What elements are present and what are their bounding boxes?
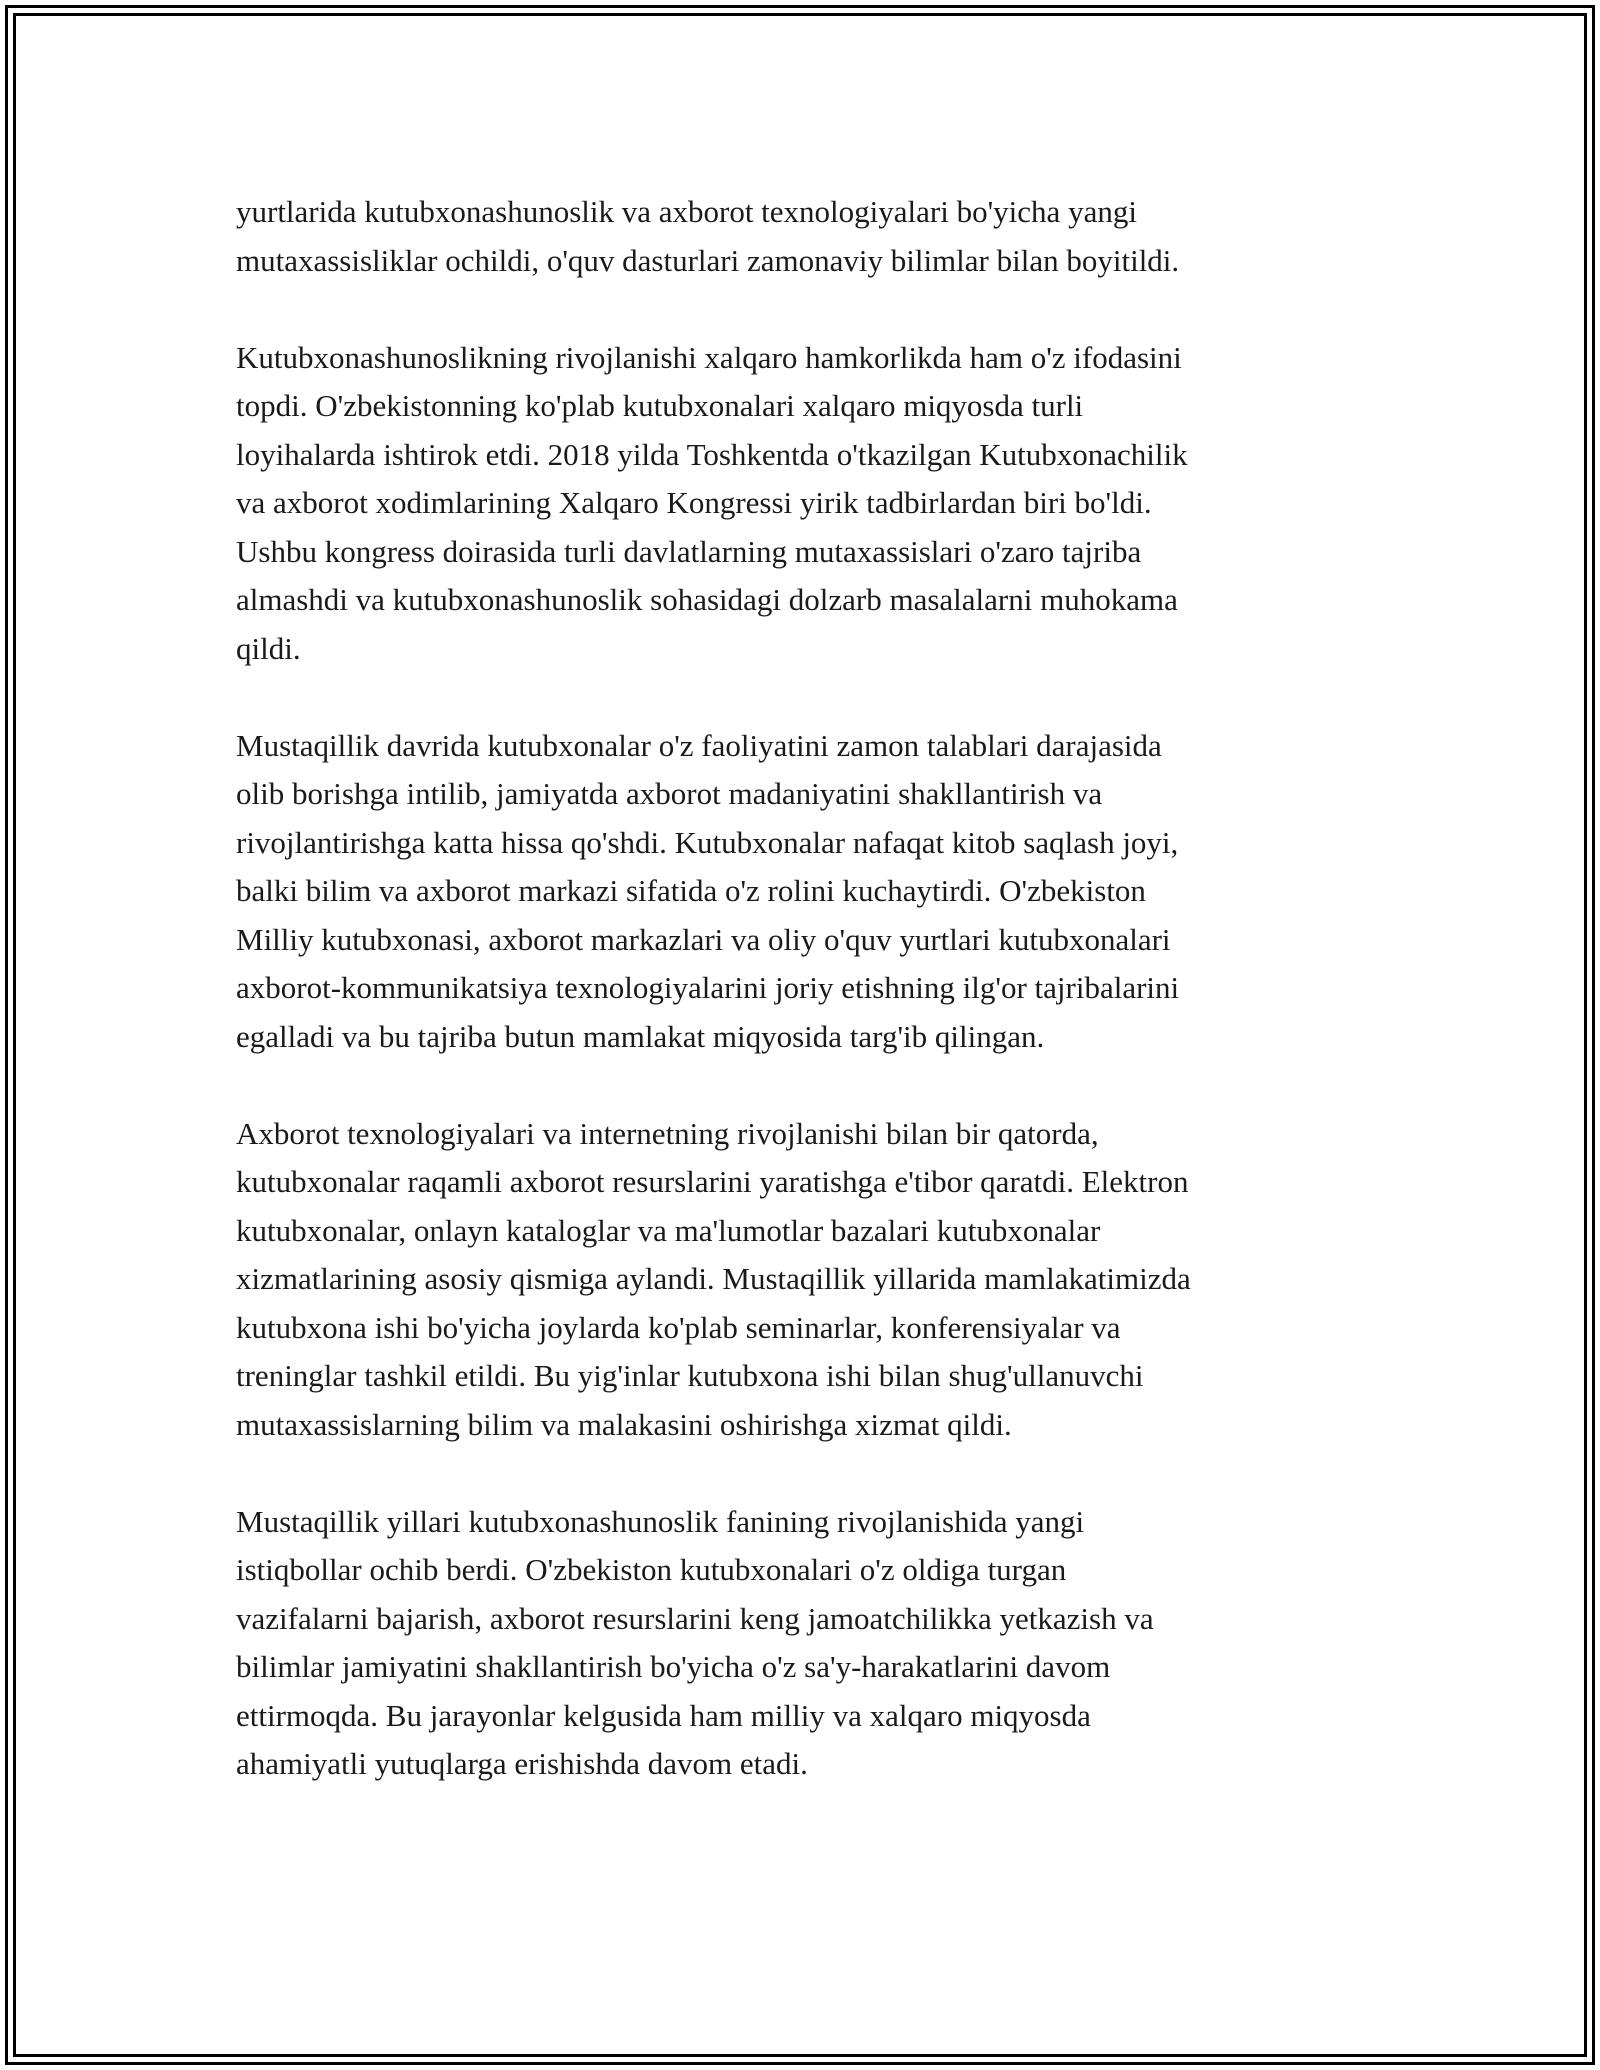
text-line: mutaxassisliklar ochildi, o'quv dasturlari zamonaviy bilimlar bilan boyitildi. <box>236 242 1180 278</box>
text-line: olib borishga intilib, jamiyatda axborot madaniyatini shakllantirish va <box>236 776 1103 811</box>
text-line: bilimlar jamiyatini shakllantirish bo'yicha o'z sa'y-harakatlarini davom <box>236 1649 1111 1684</box>
text-line: istiqbollar ochib berdi. O'zbekiston kutubxonalari o'z oldiga turgan <box>236 1552 1067 1587</box>
text-line: yurtlarida kutubxonashunoslik va axborot texnologiyalari bo'yicha yangi <box>236 194 1137 229</box>
document-body <box>236 188 1366 1837</box>
text-line: kutubxonalar, onlayn kataloglar va ma'lumotlar bazalari kutubxonalar <box>236 1212 1101 1248</box>
paragraph-3 <box>236 722 1366 1062</box>
paragraph-1 <box>236 188 1366 285</box>
text-line: rivojlantirishga katta hissa qo'shdi. Kutubxonalar nafaqat kitob saqlash joyi, <box>236 824 1179 860</box>
text-line: vazifalarni bajarish, axborot resurslarini keng jamoatchilikka yetkazish va <box>236 1600 1154 1636</box>
text-line: ahamiyatli yutuqlarga erishishda davom etadi. <box>236 1746 808 1781</box>
text-line: kutubxonalar raqamli axborot resurslarini yaratishga e'tibor qaratdi. Elektron <box>236 1164 1189 1199</box>
text-line: Ushbu kongress doirasida turli davlatlarning mutaxassislari o'zaro tajriba <box>236 533 1142 569</box>
paragraph-2 <box>236 334 1366 674</box>
paragraph-4 <box>236 1110 1366 1450</box>
text-line: mutaxassislarning bilim va malakasini oshirishga xizmat qildi. <box>236 1406 1012 1442</box>
text-line: Milliy kutubxonasi, axborot markazlari va oliy o'quv yurtlari kutubxonalari <box>236 921 1171 957</box>
paragraph-5 <box>236 1498 1366 1789</box>
text-line: qildi. <box>236 630 301 666</box>
text-line: axborot-kommunikatsiya texnologiyalarini joriy etishning ilg'or tajribalarini <box>236 970 1180 1005</box>
text-line: treninglar tashkil etildi. Bu yig'inlar kutubxona ishi bilan shug'ullanuvchi <box>236 1358 1144 1393</box>
text-line: xizmatlarining asosiy qismiga aylandi. Mustaqillik yillarida mamlakatimizda <box>236 1261 1191 1296</box>
text-line: egalladi va bu tajriba butun mamlakat miqyosida targ'ib qilingan. <box>236 1018 1045 1054</box>
text-line: almashdi va kutubxonashunoslik sohasidagi dolzarb masalalarni muhokama <box>236 582 1178 617</box>
text-line: topdi. O'zbekistonning ko'plab kutubxonalari xalqaro miqyosda turli <box>236 388 1084 423</box>
text-line: Mustaqillik davrida kutubxonalar o'z faoliyatini zamon talablari darajasida <box>236 727 1162 763</box>
text-line: va axborot xodimlarining Xalqaro Kongressi yirik tadbirlardan biri bo'ldi. <box>236 485 1152 520</box>
text-line: loyihalarda ishtirok etdi. 2018 yilda Toshkentda o'tkazilgan Kutubxonachilik <box>236 436 1188 472</box>
text-line: Kutubxonashunoslikning rivojlanishi xalqaro hamkorlikda ham o'z ifodasini <box>236 339 1182 375</box>
text-line: Axborot texnologiyalari va internetning rivojlanishi bilan bir qatorda, <box>236 1115 1099 1151</box>
text-line: kutubxona ishi bo'yicha joylarda ko'plab seminarlar, konferensiyalar va <box>236 1309 1121 1345</box>
text-line: ettirmoqda. Bu jarayonlar kelgusida ham milliy va xalqaro miqyosda <box>236 1697 1091 1733</box>
text-line: Mustaqillik yillari kutubxonashunoslik fanining rivojlanishida yangi <box>236 1503 1085 1539</box>
text-line: balki bilim va axborot markazi sifatida o'z rolini kuchaytirdi. O'zbekiston <box>236 873 1146 908</box>
